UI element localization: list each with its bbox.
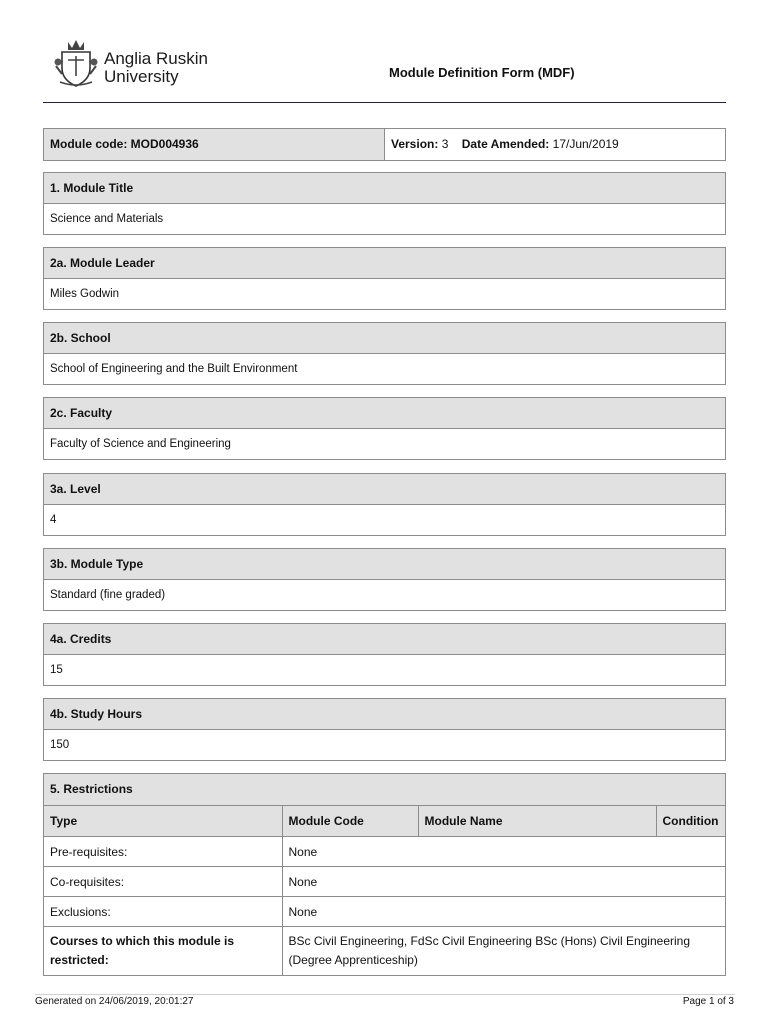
- section-heading: 3b. Module Type: [44, 549, 725, 580]
- section-school: [43, 322, 726, 385]
- section-value: School of Engineering and the Built Environment: [50, 363, 298, 375]
- version-info: [386, 129, 725, 160]
- section-level: [43, 473, 726, 536]
- section-study-hours: [43, 698, 726, 761]
- logo-line-1: Anglia Ruskin: [104, 49, 208, 68]
- crest-icon: [54, 38, 98, 88]
- footer-divider: [35, 994, 735, 995]
- date-amended-value: 17/Jun/2019: [552, 137, 619, 151]
- column-header-condition: Condition: [656, 806, 725, 837]
- university-logo: [54, 38, 224, 94]
- version-label: Version:: [391, 137, 439, 151]
- section-module-title: [43, 172, 726, 235]
- module-code-box: [43, 128, 726, 161]
- restrictions-table: [44, 805, 725, 975]
- section-heading: 2a. Module Leader: [44, 248, 725, 279]
- table-row: [44, 927, 725, 975]
- section-heading: 5. Restrictions: [44, 774, 725, 805]
- restriction-code: None: [282, 867, 725, 897]
- section-value: Standard (fine graded): [50, 589, 166, 601]
- courses-restricted-value: [282, 927, 725, 975]
- section-credits: [43, 623, 726, 686]
- table-row: [44, 837, 725, 867]
- section-module-type: [43, 548, 726, 611]
- section-heading: 1. Module Title: [44, 173, 725, 204]
- section-heading: 3a. Level: [44, 474, 725, 505]
- date-amended-label: Date Amended:: [461, 137, 550, 151]
- section-heading: 2c. Faculty: [44, 398, 725, 429]
- section-heading: 4a. Credits: [44, 624, 725, 655]
- section-module-leader: [43, 247, 726, 310]
- section-restrictions: [43, 773, 726, 976]
- university-name: [104, 50, 208, 86]
- form-title: Module Definition Form (MDF): [389, 65, 575, 80]
- logo-line-2: University: [104, 67, 179, 86]
- section-heading: 2b. School: [44, 323, 725, 354]
- courses-label-line-1: Courses to which this module is: [50, 933, 235, 948]
- section-value: 4: [50, 514, 57, 526]
- courses-value-line-1: BSc Civil Engineering, FdSc Civil Engineering BSc (Hons) Civil Engineering: [288, 933, 691, 948]
- courses-label-line-2: restricted:: [50, 952, 109, 967]
- version-value: 3: [441, 137, 449, 151]
- column-header-type: Type: [44, 806, 282, 837]
- generated-timestamp: Generated on 24/06/2019, 20:01:27: [35, 996, 194, 1007]
- section-heading: 4b. Study Hours: [44, 699, 725, 730]
- page-number: Page 1 of 3: [682, 996, 734, 1007]
- section-value: Miles Godwin: [50, 288, 120, 300]
- restriction-type: Exclusions:: [44, 897, 282, 927]
- restriction-type: Pre-requisites:: [44, 837, 282, 867]
- section-value: Faculty of Science and Engineering: [50, 438, 231, 450]
- header-divider: [43, 102, 726, 103]
- column-header-module-code: Module Code: [282, 806, 418, 837]
- restriction-code: None: [282, 897, 725, 927]
- courses-restricted-label: [44, 927, 282, 975]
- courses-value-line-2: (Degree Apprenticeship): [288, 952, 418, 967]
- section-value: Science and Materials: [50, 213, 164, 225]
- table-row: [44, 867, 725, 897]
- restriction-code: None: [282, 837, 725, 867]
- table-header-row: [44, 806, 725, 837]
- module-code: Module code: MOD004936: [44, 129, 385, 160]
- column-header-module-name: Module Name: [418, 806, 656, 837]
- section-value: 150: [50, 739, 70, 751]
- restriction-type: Co-requisites:: [44, 867, 282, 897]
- section-faculty: [43, 397, 726, 460]
- table-row: [44, 897, 725, 927]
- section-value: 15: [50, 664, 63, 676]
- page-header: [0, 0, 770, 108]
